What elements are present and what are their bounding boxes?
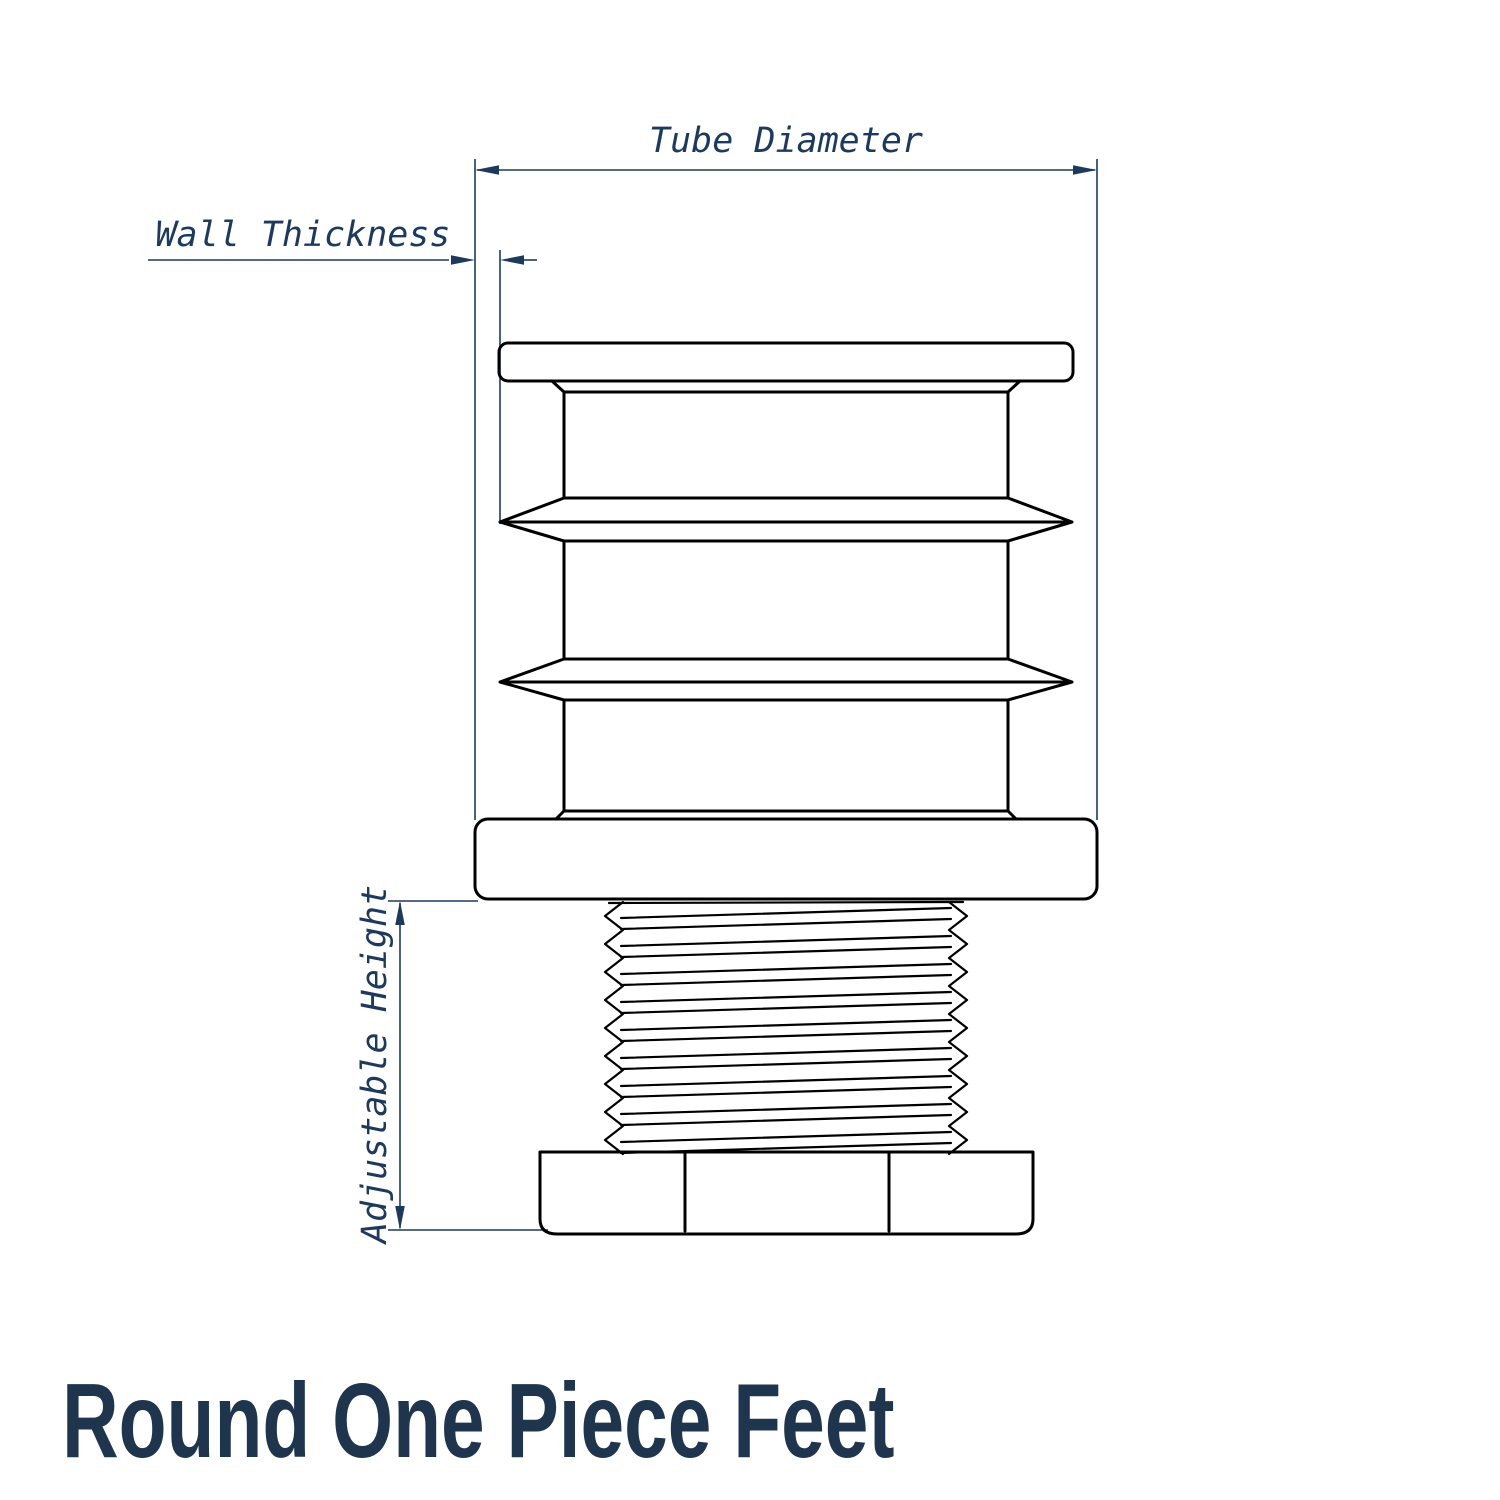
cap-neck-taper [552,381,1020,392]
thread-line [621,1132,951,1142]
thread-line [621,975,951,985]
thread-line [621,992,951,1002]
upper-body [564,392,1008,498]
arrowhead-right-point-icon [451,255,475,265]
thread-line [621,1031,951,1041]
drawing-title: Round One Piece Feet [62,1362,895,1480]
thread-line [621,919,951,929]
threaded-stem [605,902,967,1154]
thread-line [621,1087,951,1097]
arrowhead-right-icon [1073,165,1097,175]
tube-diameter-label: Tube Diameter [649,121,923,161]
thread-line [621,1059,951,1069]
hex-foot-facet-lines [685,1152,889,1231]
adjustable-height-label: Adjustable Height [355,884,395,1244]
thread-line [621,1115,951,1125]
thread-line [621,908,951,918]
dimension-wall-thickness [148,215,537,265]
thread-line [621,947,951,957]
dimension-tube-diameter [475,121,1097,175]
fin-2 [500,659,1072,700]
arrowhead-left-point-icon [500,255,524,265]
top-cap [499,343,1073,381]
arrowhead-left-icon [475,165,499,175]
fin-1 [500,498,1072,541]
thread-line [621,964,951,974]
dimension-adjustable-height [355,885,548,1245]
arrowhead-down-icon [395,1206,405,1230]
hex-foot [540,1152,1033,1234]
flange [475,819,1097,899]
part-outline-layer [475,343,1097,1234]
arrowhead-up-icon [395,901,405,925]
thread-line [605,902,623,1154]
thread-line [621,1076,951,1086]
thread-line [609,902,963,903]
lower-body [556,700,1016,819]
mid-body [564,541,1008,659]
thread-line [621,1048,951,1058]
thread-line [621,1104,951,1114]
wall-thickness-label: Wall Thickness [155,215,451,255]
thread-line [621,1020,951,1030]
thread-line [621,1003,951,1013]
thread-line [949,902,967,1154]
thread-line [621,936,951,946]
